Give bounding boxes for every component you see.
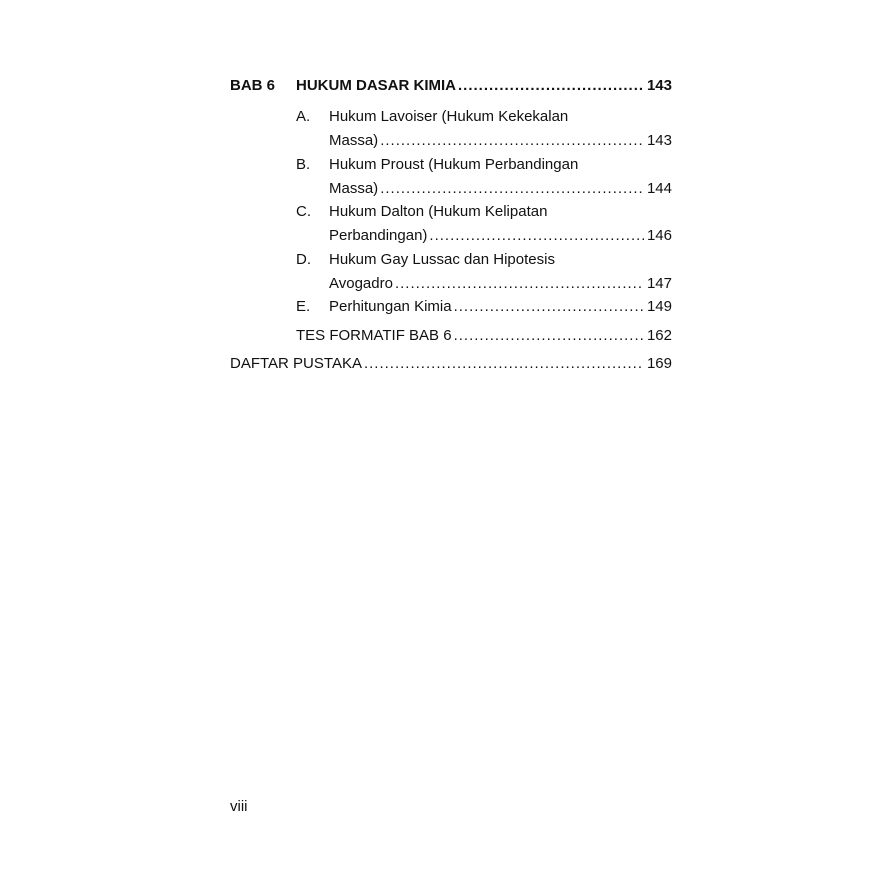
item-d-letter: D. (296, 251, 311, 268)
item-b-title-line1[interactable]: Hukum Proust (Hukum Perbandingan (329, 156, 579, 173)
bibliography-entry[interactable] (230, 354, 672, 374)
item-c-title-line2: Perbandingan) (329, 227, 428, 244)
formative-test-title: TES FORMATIF BAB 6 (296, 327, 452, 344)
item-d-entry[interactable] (329, 274, 672, 294)
leader-dots (380, 131, 644, 151)
item-a-title-line2: Massa) (329, 132, 379, 149)
item-e-page: 149 (646, 298, 672, 315)
item-c-page: 146 (646, 227, 672, 244)
item-b-entry[interactable] (329, 179, 672, 199)
item-d-page: 147 (646, 275, 672, 292)
item-c-title-line1[interactable]: Hukum Dalton (Hukum Kelipatan (329, 203, 548, 220)
chapter-entry[interactable] (296, 76, 672, 96)
item-c-entry[interactable] (329, 226, 672, 246)
leader-dots (380, 179, 644, 199)
item-e-letter: E. (296, 298, 311, 315)
item-a-letter: A. (296, 108, 311, 125)
leader-dots (458, 76, 644, 96)
formative-test-page: 162 (646, 327, 672, 344)
chapter-label: BAB 6 (230, 77, 276, 94)
footer-page-number: viii (230, 798, 248, 815)
item-a-page: 143 (646, 132, 672, 149)
formative-test-entry[interactable] (296, 326, 672, 346)
bibliography-title: DAFTAR PUSTAKA (230, 355, 362, 372)
chapter-title: HUKUM DASAR KIMIA (296, 77, 456, 94)
leader-dots (454, 297, 644, 317)
item-d-title-line2: Avogadro (329, 275, 393, 292)
bibliography-page: 169 (646, 355, 672, 372)
item-b-page: 144 (646, 180, 672, 197)
item-e-title: Perhitungan Kimia (329, 298, 452, 315)
item-b-title-line2: Massa) (329, 180, 379, 197)
item-b-letter: B. (296, 156, 311, 173)
leader-dots (364, 354, 644, 374)
leader-dots (454, 326, 644, 346)
leader-dots (395, 274, 644, 294)
item-a-title-line1[interactable]: Hukum Lavoiser (Hukum Kekekalan (329, 108, 569, 125)
item-d-title-line1[interactable]: Hukum Gay Lussac dan Hipotesis (329, 251, 555, 268)
item-a-entry[interactable] (329, 131, 672, 151)
item-e-entry[interactable] (329, 297, 672, 317)
chapter-page: 143 (646, 77, 672, 94)
item-c-letter: C. (296, 203, 311, 220)
leader-dots (429, 226, 644, 246)
